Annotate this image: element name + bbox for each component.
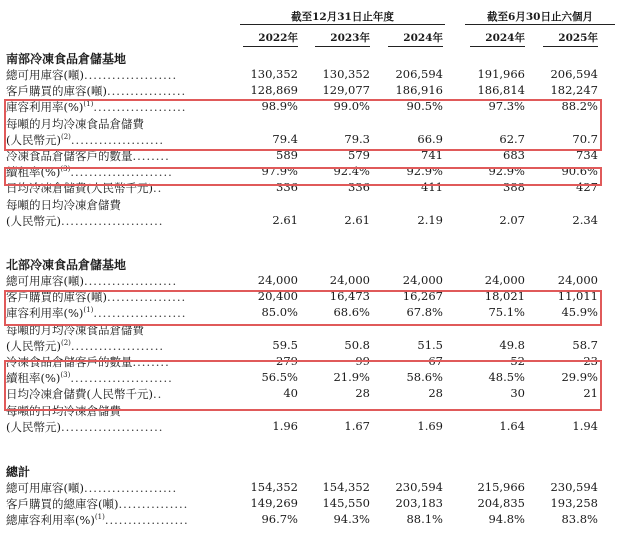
year-underline bbox=[543, 46, 598, 47]
table-cell: 2.34 bbox=[572, 212, 598, 227]
table-cell: 2.19 bbox=[417, 212, 443, 227]
leader-dots: .................... bbox=[93, 306, 187, 321]
table-cell: 182,247 bbox=[550, 83, 598, 98]
table-cell: 70.7 bbox=[572, 131, 598, 146]
table-cell: 68.6% bbox=[333, 305, 370, 320]
table-cell: 24,000 bbox=[402, 273, 443, 287]
highlight-box-north-purchased-utilization bbox=[4, 290, 602, 326]
section-title: 總計 bbox=[6, 465, 31, 479]
table-cell: 20,400 bbox=[257, 289, 298, 304]
table-cell: 193,258 bbox=[550, 496, 598, 511]
table-cell: 336 bbox=[348, 180, 370, 195]
row-label bbox=[6, 419, 163, 435]
table-cell: 90.5% bbox=[406, 99, 443, 114]
year-header: 2023年 bbox=[330, 32, 370, 44]
section-title: 南部冷凍食品倉儲基地 bbox=[6, 52, 127, 66]
highlight-box-south-renewal bbox=[4, 167, 602, 186]
leader-dots: .................... bbox=[83, 481, 178, 495]
row-label-text: (人民幣元) bbox=[6, 338, 61, 353]
row-label bbox=[6, 273, 177, 289]
year-underline bbox=[243, 46, 298, 47]
leader-dots: .................... bbox=[83, 274, 178, 288]
highlight-box-north-customers-renewal-fee bbox=[4, 360, 602, 411]
table-cell: 83.8% bbox=[561, 512, 598, 527]
table-cell: 99.0% bbox=[333, 99, 370, 114]
table-cell: 215,966 bbox=[477, 480, 525, 494]
table-cell: 128,869 bbox=[250, 83, 298, 98]
table-cell: 28 bbox=[355, 386, 370, 401]
table-cell: 97.9% bbox=[261, 164, 298, 179]
table-cell: 85.0% bbox=[261, 305, 298, 320]
row-label-text: 續租率(%) bbox=[6, 371, 61, 386]
table-cell: 2.61 bbox=[344, 212, 370, 227]
table-cell: 49.8 bbox=[499, 337, 525, 352]
row-label-text: 客戶購買的庫容(噸) bbox=[6, 290, 107, 305]
leader-dots: .................... bbox=[93, 100, 187, 115]
row-label-text: (人民幣元) bbox=[6, 132, 61, 147]
table-cell: 24,000 bbox=[329, 273, 370, 287]
table-cell: 56.5% bbox=[261, 370, 298, 385]
table-cell: 79.4 bbox=[272, 131, 298, 146]
row-label-text: 總可用庫容(噸) bbox=[6, 68, 84, 82]
table-cell: 149,269 bbox=[250, 496, 298, 511]
row-label-text: 日均冷凍倉儲費(人民幣千元) bbox=[6, 387, 153, 402]
table-cell: 1.69 bbox=[417, 418, 443, 433]
table-cell: 30 bbox=[510, 386, 525, 401]
table-cell: 99 bbox=[355, 354, 370, 368]
header-six-months-group: 截至6月30日止六個月 bbox=[487, 11, 593, 23]
row-label-text: (人民幣元) bbox=[6, 419, 61, 434]
leader-dots: .................... bbox=[83, 68, 178, 82]
table-cell: 75.1% bbox=[488, 305, 525, 320]
table-cell: 90.6% bbox=[561, 164, 598, 179]
leader-dots: ............... bbox=[118, 497, 189, 512]
row-label bbox=[6, 213, 163, 229]
table-cell: 741 bbox=[421, 148, 443, 162]
table-cell: 154,352 bbox=[322, 480, 370, 494]
row-label-text: 客戶購買的總庫容(噸) bbox=[6, 497, 119, 512]
year-header: 2024年 bbox=[485, 32, 525, 44]
table-cell: 92.9% bbox=[406, 164, 443, 179]
table-cell: 58.6% bbox=[406, 370, 443, 385]
footnote-marker: (1) bbox=[83, 306, 94, 315]
row-label bbox=[6, 480, 177, 496]
footnote-marker: (2) bbox=[60, 132, 71, 141]
table-cell: 24,000 bbox=[484, 273, 525, 287]
row-label-text: 總庫容利用率(%) bbox=[6, 513, 95, 528]
table-cell: 62.7 bbox=[499, 131, 525, 146]
table-cell: 66.9 bbox=[417, 131, 443, 146]
table-cell: 388 bbox=[503, 180, 525, 195]
row-label-text: 每噸的日均冷凍倉儲費 bbox=[6, 403, 121, 418]
header-fiscal-year-rule bbox=[240, 24, 445, 25]
row-label-text: 每噸的日均冷凍倉儲費 bbox=[6, 197, 121, 212]
row-label-text: (人民幣元) bbox=[6, 213, 61, 228]
table-cell: 28 bbox=[428, 386, 443, 401]
table-cell: 589 bbox=[276, 148, 298, 162]
table-cell: 51.5 bbox=[417, 337, 443, 352]
header-fiscal-year-group: 截至12月31日止年度 bbox=[291, 11, 394, 23]
table-cell: 18,021 bbox=[484, 289, 525, 304]
footnote-marker: (1) bbox=[83, 100, 94, 109]
footnote-marker: (1) bbox=[94, 513, 105, 522]
leader-dots: ................. bbox=[106, 290, 187, 305]
table-cell: 94.8% bbox=[488, 512, 525, 527]
row-label bbox=[6, 197, 121, 213]
table-cell: 411 bbox=[421, 180, 443, 195]
footnote-marker: (2) bbox=[60, 338, 71, 347]
footnote-marker: (3) bbox=[60, 165, 71, 174]
table-cell: 88.1% bbox=[406, 512, 443, 527]
table-cell: 336 bbox=[276, 180, 298, 195]
highlight-box-south-utilization-fee bbox=[4, 99, 602, 151]
leader-dots: ........ bbox=[132, 355, 170, 369]
footnote-marker: (3) bbox=[60, 371, 71, 380]
table-cell: 97.3% bbox=[488, 99, 525, 114]
table-cell: 92.4% bbox=[333, 164, 370, 179]
table-cell: 24,000 bbox=[257, 273, 298, 287]
table-cell: 206,594 bbox=[395, 67, 443, 81]
leader-dots: ...................... bbox=[60, 213, 164, 228]
table-cell: 96.7% bbox=[261, 512, 298, 527]
table-cell: 186,916 bbox=[395, 83, 443, 98]
table-cell: 2.07 bbox=[499, 212, 525, 227]
row-label-text: 冷凍食品倉儲客戶的數量 bbox=[6, 355, 133, 369]
row-label-text: 冷凍食品倉儲客戶的數量 bbox=[6, 149, 133, 163]
leader-dots: .................... bbox=[70, 132, 165, 147]
table-cell: 98.9% bbox=[261, 99, 298, 114]
table-cell: 50.8 bbox=[344, 337, 370, 352]
table-cell: 16,473 bbox=[329, 289, 370, 304]
table-cell: 94.3% bbox=[333, 512, 370, 527]
header-six-months-rule bbox=[465, 24, 615, 25]
table-cell: 203,183 bbox=[395, 496, 443, 511]
row-label-text: 每噸的月均冷凍食品倉儲費 bbox=[6, 322, 144, 337]
table-cell: 130,352 bbox=[250, 67, 298, 81]
table-cell: 67.8% bbox=[406, 305, 443, 320]
table-cell: 1.67 bbox=[344, 418, 370, 433]
row-label bbox=[6, 496, 188, 512]
year-underline bbox=[470, 46, 525, 47]
table-cell: 59.5 bbox=[272, 337, 298, 352]
table-cell: 40 bbox=[283, 386, 298, 401]
table-cell: 58.7 bbox=[572, 337, 598, 352]
row-label bbox=[6, 338, 164, 354]
table-cell: 186,814 bbox=[477, 83, 525, 98]
row-label-text: 總可用庫容(噸) bbox=[6, 274, 84, 288]
row-label bbox=[6, 83, 186, 99]
leader-dots: ...................... bbox=[70, 165, 173, 180]
table-cell: 230,594 bbox=[395, 480, 443, 494]
table-cell: 79.3 bbox=[344, 131, 370, 146]
table-cell: 154,352 bbox=[250, 480, 298, 494]
table-cell: 24,000 bbox=[557, 273, 598, 287]
table-cell: 52 bbox=[510, 354, 525, 368]
row-label-text: 庫容利用率(%) bbox=[6, 306, 84, 321]
row-label-text: 客戶購買的庫容(噸) bbox=[6, 84, 107, 99]
row-label-text: 庫容利用率(%) bbox=[6, 100, 84, 115]
row-label bbox=[6, 512, 189, 528]
year-underline bbox=[315, 46, 370, 47]
table-cell: 191,966 bbox=[477, 67, 525, 81]
leader-dots: ................. bbox=[106, 84, 187, 99]
table-cell: 130,352 bbox=[322, 67, 370, 81]
table-cell: 1.96 bbox=[272, 418, 298, 433]
table-cell: 206,594 bbox=[550, 67, 598, 81]
table-cell: 48.5% bbox=[488, 370, 525, 385]
table-cell: 2.61 bbox=[272, 212, 298, 227]
row-label-text: 續租率(%) bbox=[6, 165, 61, 180]
table-cell: 230,594 bbox=[550, 480, 598, 494]
leader-dots: .................. bbox=[104, 513, 189, 528]
table-cell: 23 bbox=[583, 354, 598, 368]
table-cell: 279 bbox=[276, 354, 298, 368]
table-cell: 1.94 bbox=[572, 418, 598, 433]
leader-dots: .. bbox=[152, 387, 163, 402]
row-label-text: 日均冷凍倉儲費(人民幣千元) bbox=[6, 181, 153, 196]
row-label-text: 總可用庫容(噸) bbox=[6, 481, 84, 495]
table-cell: 683 bbox=[503, 148, 525, 162]
table-cell: 427 bbox=[576, 180, 598, 195]
year-header: 2024年 bbox=[403, 32, 443, 44]
table-cell: 88.2% bbox=[561, 99, 598, 114]
table-cell: 29.9% bbox=[561, 370, 598, 385]
table-cell: 579 bbox=[348, 148, 370, 162]
table-cell: 21.9% bbox=[333, 370, 370, 385]
leader-dots: ...................... bbox=[60, 419, 164, 434]
leader-dots: ...................... bbox=[70, 371, 173, 386]
table-cell: 734 bbox=[576, 148, 598, 162]
year-header: 2022年 bbox=[258, 32, 298, 44]
leader-dots: .. bbox=[152, 181, 163, 196]
table-cell: 16,267 bbox=[402, 289, 443, 304]
row-label bbox=[6, 67, 177, 83]
table-cell: 11,011 bbox=[557, 289, 598, 304]
year-underline bbox=[388, 46, 443, 47]
table-cell: 204,835 bbox=[477, 496, 525, 511]
table-cell: 21 bbox=[583, 386, 598, 401]
table-cell: 67 bbox=[428, 354, 443, 368]
section-title: 北部冷凍食品倉儲基地 bbox=[6, 258, 127, 272]
table-cell: 1.64 bbox=[499, 418, 525, 433]
table-cell: 129,077 bbox=[322, 83, 370, 98]
leader-dots: .................... bbox=[70, 338, 165, 353]
leader-dots: ........ bbox=[132, 149, 170, 163]
row-label-text: 每噸的月均冷凍食品倉儲費 bbox=[6, 116, 144, 131]
table-cell: 145,550 bbox=[322, 496, 370, 511]
table-cell: 92.9% bbox=[488, 164, 525, 179]
table-cell: 45.9% bbox=[561, 305, 598, 320]
year-header: 2025年 bbox=[558, 32, 598, 44]
